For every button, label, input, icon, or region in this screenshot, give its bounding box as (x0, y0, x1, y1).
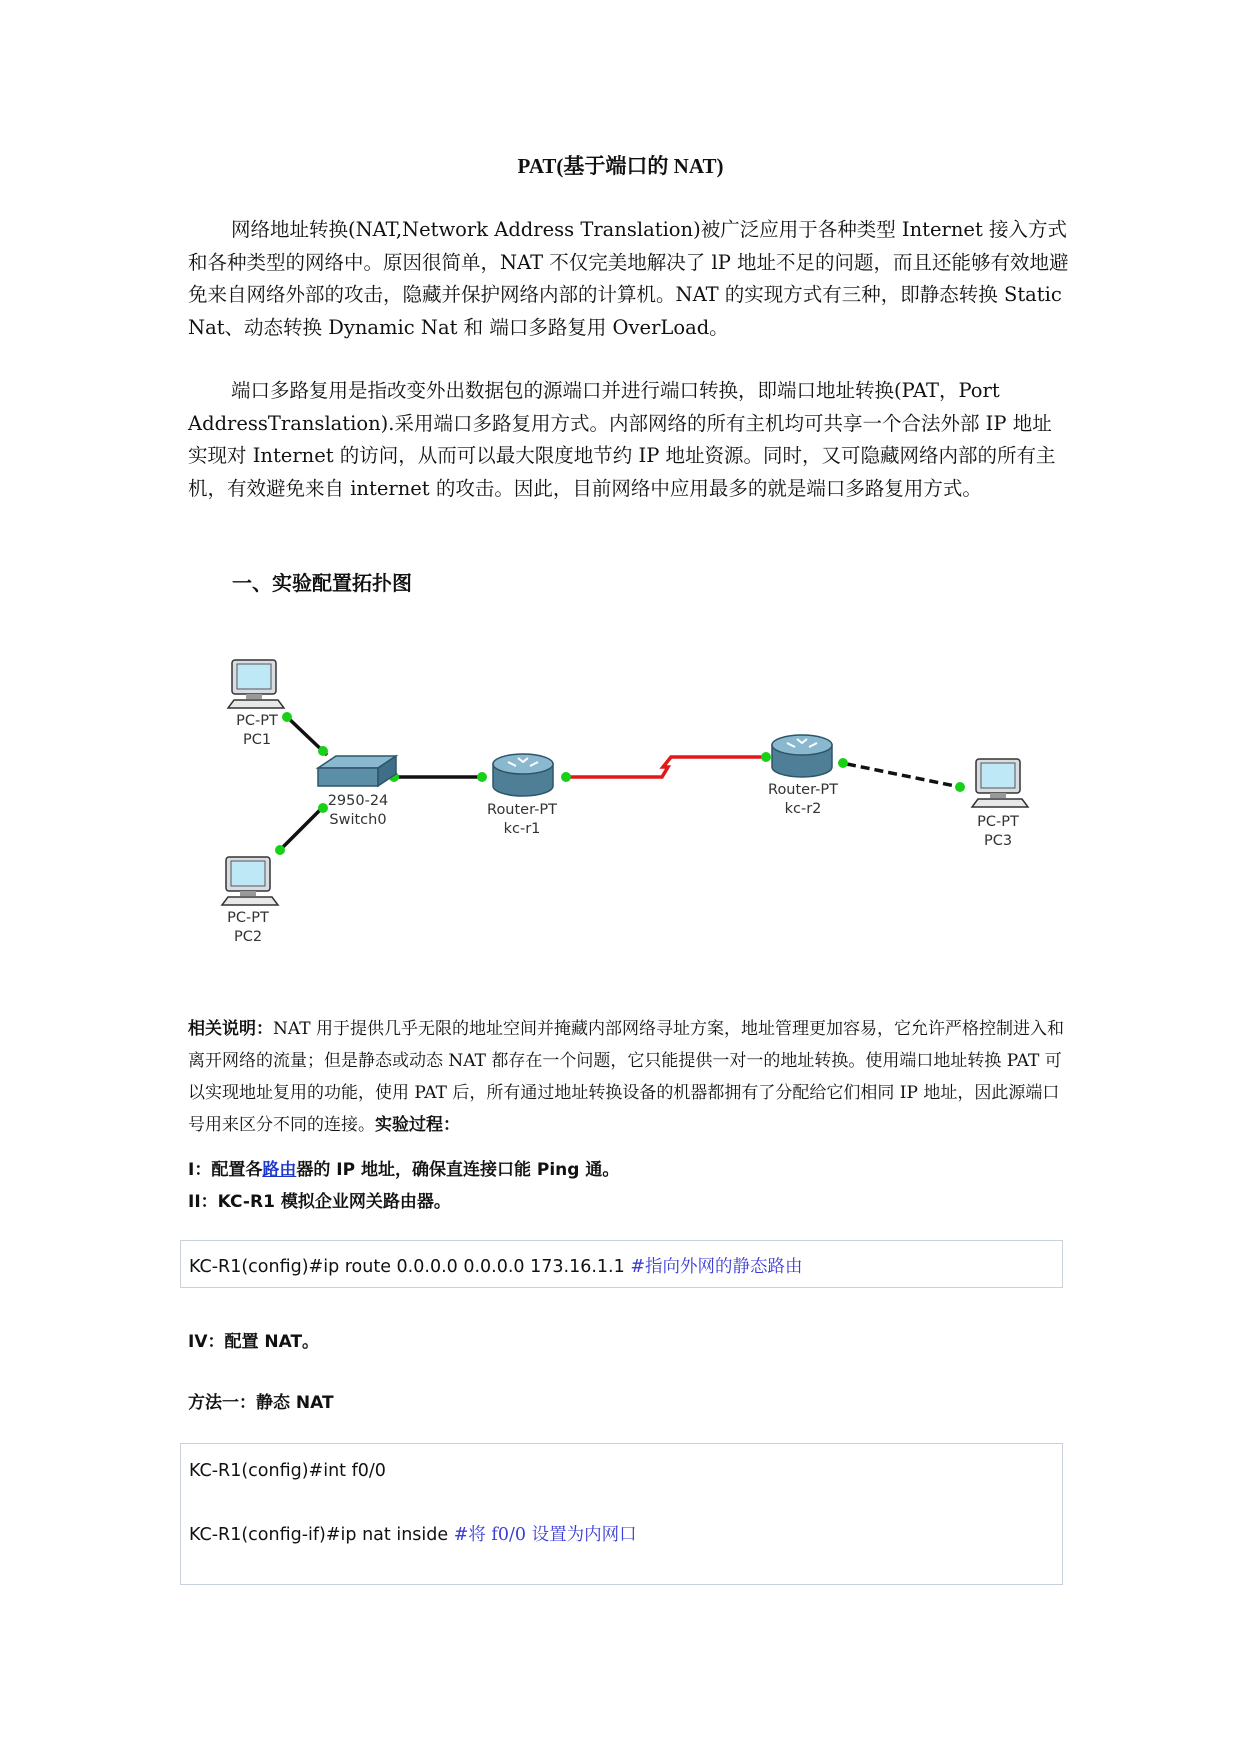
pat-paragraph: 端口多路复用是指改变外出数据包的源端口并进行端口转换，即端口地址转换(PAT，Port AddressTranslation).采用端口多路复用方式。内部网络的所有主机均可共享一个合法外部 IP 地址实现对 Internet 的访问，从而可以最大限度地节约 IP 地址资源。同时，又可隐藏网络内部的所有主机，有效避免来自 internet 的攻击。因此，目前网络中应用最多的就是端口多路复用方式。 (188, 379, 1056, 500)
port-dot (477, 772, 487, 782)
code-line (189, 1521, 637, 1546)
step-1 (188, 1155, 619, 1180)
port-dot (318, 803, 328, 813)
code-block-1 (180, 1240, 1063, 1288)
pc3-icon (972, 759, 1028, 807)
port-dot (561, 772, 571, 782)
note-text: NAT 用于提供几乎无限的地址空间并掩藏内部网络寻址方案，地址管理更加容易，它允许严格控制进入和离开网络的流量；但是静态或动态 NAT 都存在一个问题，它只能提供一对一的地址转换。使用端口地址转换 PAT 可以实现地址复用的功能，使用 PAT 后，所有通过地址转换设备的机器都拥有了分配给它们相同 IP 地址，因此源端口号用来区分不同的连接。 (188, 1019, 1064, 1135)
router1-name-label: kc-r1 (503, 821, 541, 837)
port-dot (318, 746, 328, 756)
switch-name-label: Switch0 (329, 812, 387, 828)
code-command: KC-R1(config)#int f0/0 (189, 1461, 386, 1481)
link-pc2-switch (280, 805, 325, 850)
router1-icon (493, 754, 553, 796)
page-title: PAT(基于端口的 NAT) (517, 154, 724, 178)
step-1-prefix: I：配置各 (188, 1160, 263, 1180)
code-command: KC-R1(config-if)#ip nat inside (189, 1525, 454, 1545)
step-4: IV：配置 NAT。 (188, 1332, 320, 1352)
note-label: 相关说明： (188, 1019, 273, 1039)
method-1-heading: 方法一：静态 NAT (188, 1393, 334, 1413)
link-serial-r1-r2 (562, 757, 765, 777)
switch-icon (318, 756, 396, 786)
pc2-icon (222, 857, 278, 905)
router1-type-label: Router-PT (487, 802, 557, 818)
pc3-name-label: PC3 (983, 833, 1013, 849)
network-topology-diagram (200, 650, 1050, 960)
link-r2-pc3 (847, 764, 960, 787)
switch-type-label: 2950-24 (327, 793, 389, 809)
intro-paragraph: 网络地址转换(NAT,Network Address Translation)被广泛应用于各种类型 Internet 接入方式和各种类型的网络中。原因很简单，NAT 不仅完美地解决了 lP 地址不足的问题，而且还能够有效地避免来自网络外部的攻击，隐藏并保护网络内部的计算机。NAT 的实现方式有三种，即静态转换 Static Nat、动态转换 Dynamic Nat 和 端口多路复用 OverLoad。 (188, 218, 1069, 339)
pc2-name-label: PC2 (233, 929, 263, 945)
code-comment: #指向外网的静态路由 (630, 1257, 803, 1277)
related-note (188, 1013, 1068, 1141)
pc1-icon (228, 660, 284, 708)
router2-type-label: Router-PT (768, 782, 838, 798)
note-tail: 实验过程： (375, 1115, 460, 1135)
port-dot (838, 758, 848, 768)
code-command: KC-R1(config)#ip route 0.0.0.0 0.0.0.0 173.16.1.1 (189, 1257, 631, 1277)
pc2-type-label: PC-PT (227, 910, 269, 926)
step-1-suffix: 器的 IP 地址，确保直连接口能 Ping 通。 (296, 1160, 620, 1180)
port-dot (955, 782, 965, 792)
port-dot (275, 845, 285, 855)
section-heading-topology: 一、实验配置拓扑图 (232, 571, 412, 595)
port-dot (761, 752, 771, 762)
code-block-2 (180, 1443, 1063, 1585)
router2-name-label: kc-r2 (784, 801, 822, 817)
code-line (189, 1461, 386, 1481)
step-2: II：KC-R1 模拟企业网关路由器。 (188, 1192, 451, 1212)
code-comment: #将 f0/0 设置为内网口 (453, 1525, 637, 1545)
pc3-type-label: PC-PT (977, 814, 1019, 830)
router2-icon (772, 735, 832, 777)
code-line (189, 1253, 802, 1278)
pc1-name-label: PC1 (242, 732, 272, 748)
routing-link[interactable]: 路由 (262, 1160, 297, 1180)
port-dot (282, 712, 292, 722)
pc1-type-label: PC-PT (236, 713, 278, 729)
